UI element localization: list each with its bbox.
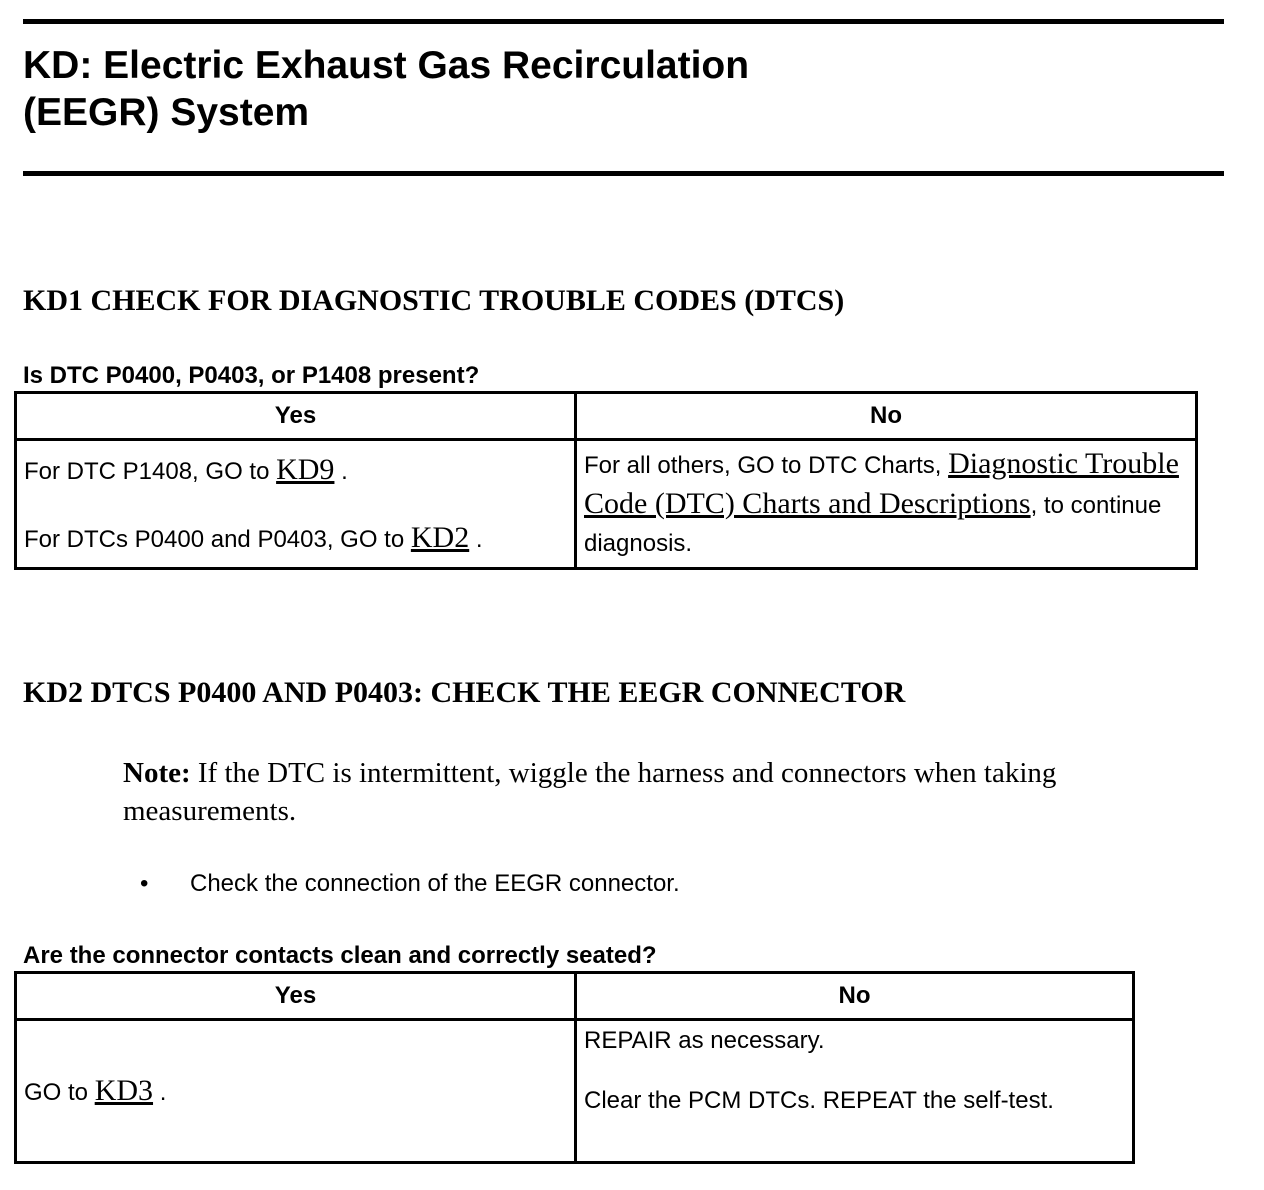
kd2-yes-header: Yes — [16, 973, 576, 1020]
note-text: If the DTC is intermittent, wiggle the harness and connectors when taking measurements. — [123, 757, 1057, 827]
kd2-bullet-item — [140, 870, 680, 898]
kd1-decision-table — [14, 391, 1198, 570]
kd1-heading: KD1 CHECK FOR DIAGNOSTIC TROUBLE CODES (DTCS) — [23, 284, 845, 317]
top-rule — [23, 19, 1224, 24]
note-label: Note: — [123, 757, 191, 789]
title-bottom-rule — [23, 171, 1224, 176]
kd2-heading: KD2 DTCS P0400 AND P0403: CHECK THE EEGR CONNECTOR — [23, 676, 906, 709]
kd2-note — [123, 754, 1213, 830]
kd2-no-line2: Clear the PCM DTCs. REPEAT the self-test. — [584, 1087, 1054, 1114]
page-title — [23, 42, 749, 136]
page-title-line1: KD: Electric Exhaust Gas Recirculation — [23, 44, 750, 87]
kd1-question: Is DTC P0400, P0403, or P1408 present? — [23, 362, 480, 389]
bullet-symbol: • — [140, 870, 149, 897]
kd1-no-cell — [576, 440, 1197, 569]
kd1-no-text: For all others, GO to DTC Charts, — [584, 452, 949, 479]
bullet-text: Check the connection of the EEGR connector. — [190, 870, 680, 897]
kd2-question: Are the connector contacts clean and correctly seated? — [23, 942, 657, 969]
kd1-no-header: No — [576, 393, 1197, 440]
kd2-yes-suffix: . — [153, 1079, 167, 1106]
kd1-yes-line2-text: For DTCs P0400 and P0403, GO to — [24, 526, 411, 553]
kd1-no-suffix: , to continue diagnosis. — [584, 492, 1162, 557]
kd9-link[interactable]: KD9 — [276, 453, 335, 486]
kd2-no-header: No — [576, 973, 1134, 1020]
kd1-yes-line1-text: For DTC P1408, GO to — [24, 458, 277, 485]
kd2-yes-cell — [16, 1020, 576, 1163]
kd1-yes-line1-suffix: . — [334, 458, 348, 485]
kd2-no-cell — [576, 1020, 1134, 1163]
kd1-yes-header: Yes — [16, 393, 576, 440]
kd2-decision-table — [14, 971, 1135, 1164]
kd1-yes-line2-suffix: . — [469, 526, 483, 553]
kd2-yes-text: GO to — [24, 1079, 95, 1106]
dtc-charts-link[interactable]: Diagnostic Trouble Code (DTC) Charts and Descriptions — [584, 447, 1179, 520]
page-title-line2: (EEGR) System — [23, 91, 310, 134]
kd2-link[interactable]: KD2 — [410, 521, 470, 554]
kd3-link[interactable]: KD3 — [94, 1074, 154, 1107]
kd1-yes-cell — [16, 440, 576, 569]
kd2-no-line1: REPAIR as necessary. — [584, 1027, 825, 1054]
